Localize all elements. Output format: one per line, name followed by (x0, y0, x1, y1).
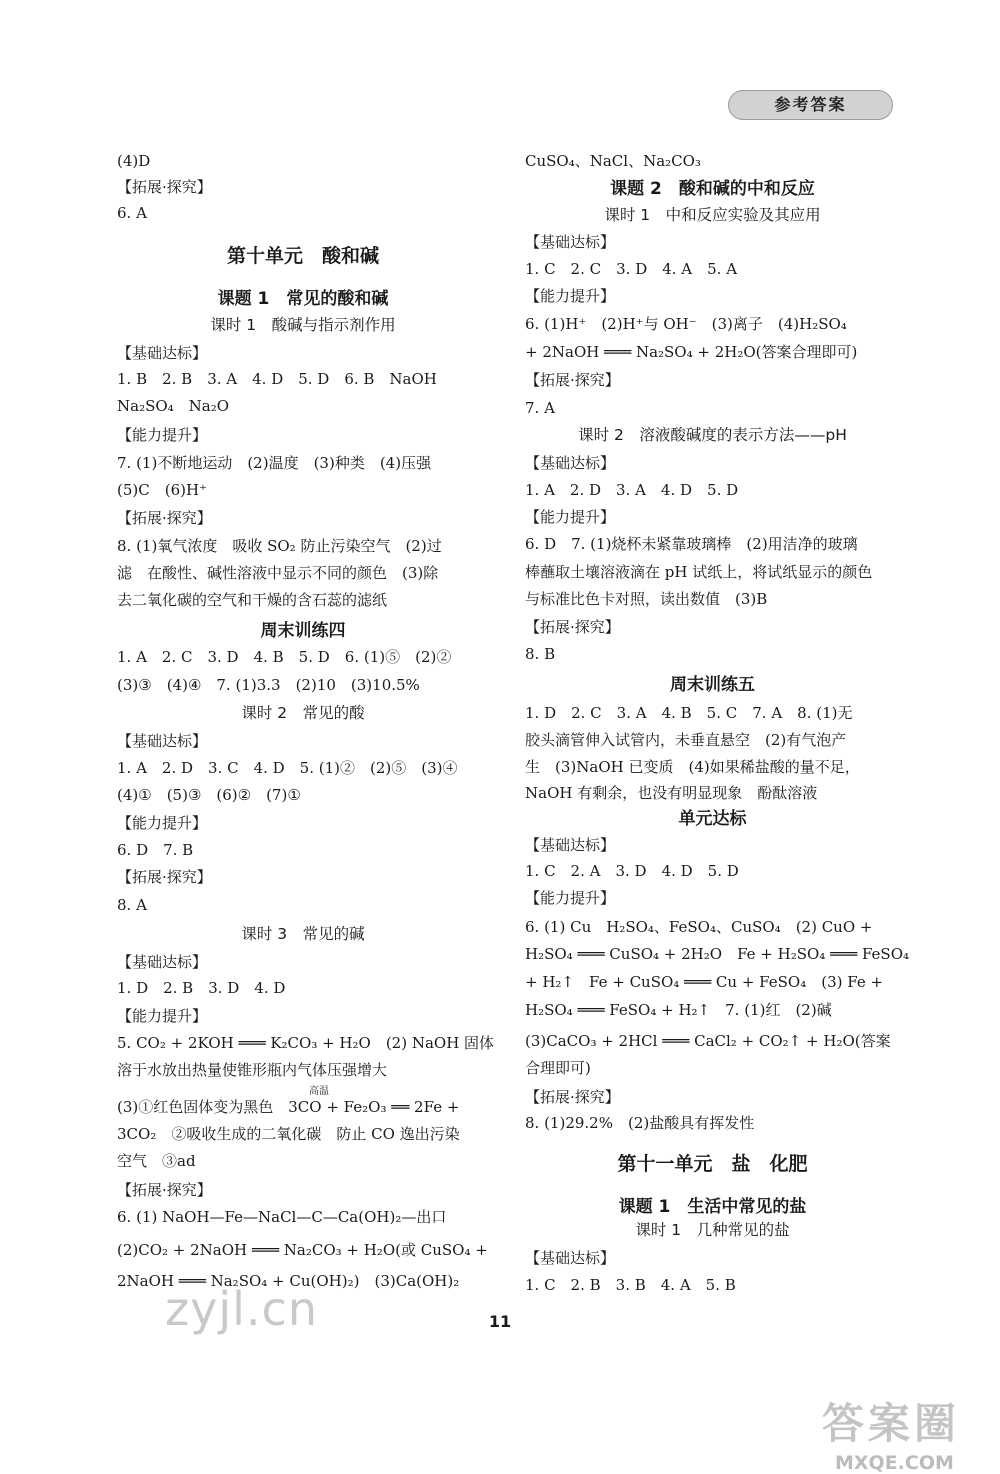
answer-line: 6. (1) Cu H₂SO₄、FeSO₄、CuSO₄ (2) CuO + (525, 918, 873, 936)
answer-line: 合理即可) (525, 1059, 591, 1077)
answer-line: 生 (3)NaOH 已变质 (4)如果稀盐酸的量不足， (525, 758, 860, 776)
section-label: 【基础达标】 (525, 454, 616, 472)
answer-line: 2NaOH ═══ Na₂SO₄ + Cu(OH)₂) (3)Ca(OH)₂ (117, 1272, 460, 1290)
answer-line: 1. C 2. C 3. D 4. A 5. A (525, 260, 738, 278)
answer-line: Na₂SO₄ Na₂O (117, 397, 230, 415)
lesson-heading: 课时 1 几种常见的盐 (635, 1221, 790, 1239)
lesson-heading: 课时 2 常见的酸 (241, 704, 365, 722)
section-header-tab: 参考答案 (728, 90, 893, 120)
answer-line: 溶于水放出热量使锥形瓶内气体压强增大 (117, 1061, 388, 1079)
answer-line: 6. (1)H⁺ (2)H⁺与 OH⁻ (3)离子 (4)H₂SO₄ (525, 315, 847, 333)
lesson-heading: 课时 1 中和反应实验及其应用 (604, 206, 821, 224)
section-label: 【基础达标】 (525, 1249, 616, 1267)
answer-line: 1. C 2. A 3. D 4. D 5. D (525, 862, 739, 880)
answer-line: 1. A 2. C 3. D 4. B 5. D 6. (1)⑤ (2)② (117, 648, 452, 666)
answer-line: 胶头滴管伸入试管内，未垂直悬空 (2)有气泡产 (525, 731, 847, 749)
answer-line: 与标准比色卡对照，读出数值 (3)B (525, 590, 768, 608)
answer-line: + 2NaOH ═══ Na₂SO₄ + 2H₂O(答案合理即可) (525, 343, 858, 361)
lesson-heading: 课时 2 溶液酸碱度的表示方法——pH (578, 426, 847, 444)
answer-line: H₂SO₄ ═══ FeSO₄ + H₂↑ 7. (1)红 (2)碱 (525, 1001, 832, 1019)
section-label: 【拓展·探究】 (525, 618, 620, 636)
answer-line: 滤 在酸性、碱性溶液中显示不同的颜色 (3)除 (117, 564, 439, 582)
section-label: 【能力提升】 (525, 508, 616, 526)
answer-line: CuSO₄、NaCl、Na₂CO₃ (525, 152, 701, 170)
watermark-url: MXQE.COM (835, 1452, 954, 1474)
answer-line: (2)CO₂ + 2NaOH ═══ Na₂CO₃ + H₂O(或 CuSO₄ + (117, 1241, 488, 1259)
lesson-heading: 课时 1 酸碱与指示剂作用 (210, 316, 396, 334)
section-label: 【能力提升】 (117, 814, 208, 832)
answer-line: (5)C (6)H⁺ (117, 481, 207, 499)
answer-line: 7. (1)不断地运动 (2)温度 (3)种类 (4)压强 (117, 454, 432, 472)
section-label: 【拓展·探究】 (117, 868, 212, 886)
answer-line: 6. A (117, 204, 147, 222)
lesson-heading: 课时 3 常见的碱 (241, 925, 365, 943)
answer-line: 棒蘸取土壤溶液滴在 pH 试纸上，将试纸显示的颜色 (525, 563, 873, 581)
reaction-condition: 高温 (309, 1086, 329, 1097)
answer-line: 6. D 7. (1)烧杯未紧靠玻璃棒 (2)用洁净的玻璃 (525, 535, 858, 553)
section-label: 【基础达标】 (525, 233, 616, 251)
answer-line: 8. (1)氧气浓度 吸收 SO₂ 防止污染空气 (2)过 (117, 537, 442, 555)
unit-review-heading: 单元达标 (678, 809, 747, 829)
answer-line: (3)③ (4)④ 7. (1)3.3 (2)10 (3)10.5% (117, 676, 420, 694)
answer-line: + H₂↑ Fe + CuSO₄ ═══ Cu + FeSO₄ (3) Fe + (525, 973, 884, 991)
answer-line: (4)D (117, 152, 151, 170)
unit-heading: 第十一单元 盐 化肥 (617, 1153, 808, 1175)
answer-line: 1. D 2. B 3. D 4. D (117, 979, 286, 997)
section-label: 【拓展·探究】 (117, 178, 212, 196)
answer-line: 7. A (525, 399, 555, 417)
section-label: 【能力提升】 (117, 1007, 208, 1025)
section-label: 【拓展·探究】 (525, 371, 620, 389)
section-label: 【基础达标】 (117, 953, 208, 971)
answer-line: 1. A 2. D 3. C 4. D 5. (1)② (2)⑤ (3)④ (117, 759, 458, 777)
topic-heading: 课题 2 酸和碱的中和反应 (610, 179, 815, 199)
answer-line: 8. (1)29.2% (2)盐酸具有挥发性 (525, 1114, 755, 1132)
section-label: 【拓展·探究】 (525, 1088, 620, 1106)
answer-line: (4)① (5)③ (6)② (7)① (117, 786, 301, 804)
answer-line: 空气 ③ad (117, 1152, 196, 1170)
answer-line: 5. CO₂ + 2KOH ═══ K₂CO₃ + H₂O (2) NaOH 固体 (117, 1034, 495, 1052)
section-label: 【基础达标】 (117, 344, 208, 362)
watermark-text: zyjl.cn (165, 1282, 318, 1336)
answer-line: 1. B 2. B 3. A 4. D 5. D 6. B NaOH (117, 370, 437, 388)
unit-heading: 第十单元 酸和碱 (226, 245, 379, 267)
page-number: 11 (488, 1312, 512, 1331)
topic-heading: 课题 1 生活中常见的盐 (618, 1197, 807, 1217)
weekly-training-heading: 周末训练五 (670, 675, 755, 695)
answer-line: H₂SO₄ ═══ CuSO₄ + 2H₂O Fe + H₂SO₄ ═══ FeSO₄ (525, 945, 910, 963)
answer-line: 8. B (525, 645, 556, 663)
answer-line: (3)①红色固体变为黑色 3CO + Fe₂O₃ ══ 2Fe + (117, 1098, 460, 1116)
section-label: 【能力提升】 (117, 426, 208, 444)
section-label: 【能力提升】 (525, 287, 616, 305)
answer-line: 6. D 7. B (117, 841, 194, 859)
answer-line: (3)CaCO₃ + 2HCl ═══ CaCl₂ + CO₂↑ + H₂O(答案 (525, 1032, 891, 1050)
section-label: 【拓展·探究】 (117, 1181, 212, 1199)
section-label: 【拓展·探究】 (117, 509, 212, 527)
answer-line: 1. C 2. B 3. B 4. A 5. B (525, 1276, 736, 1294)
watermark-logo: 答案圈 (822, 1399, 961, 1448)
section-label: 【基础达标】 (117, 732, 208, 750)
answer-line: 3CO₂ ②吸收生成的二氧化碳 防止 CO 逸出污染 (117, 1125, 460, 1143)
topic-heading: 课题 1 常见的酸和碱 (217, 289, 389, 309)
section-label: 【基础达标】 (525, 836, 616, 854)
answer-line: 1. D 2. C 3. A 4. B 5. C 7. A 8. (1)无 (525, 704, 853, 722)
answer-line: 去二氧化碳的空气和干燥的含石蕊的滤纸 (117, 591, 388, 609)
answer-line: 8. A (117, 896, 147, 914)
answer-line: 6. (1) NaOH—Fe—NaCl—C—Ca(OH)₂—出口 (117, 1208, 447, 1226)
weekly-training-heading: 周末训练四 (260, 621, 346, 641)
section-label: 【能力提升】 (525, 889, 616, 907)
answer-line: NaOH 有剩余，也没有明显现象 酚酞溶液 (525, 784, 818, 802)
answer-line: 1. A 2. D 3. A 4. D 5. D (525, 481, 739, 499)
